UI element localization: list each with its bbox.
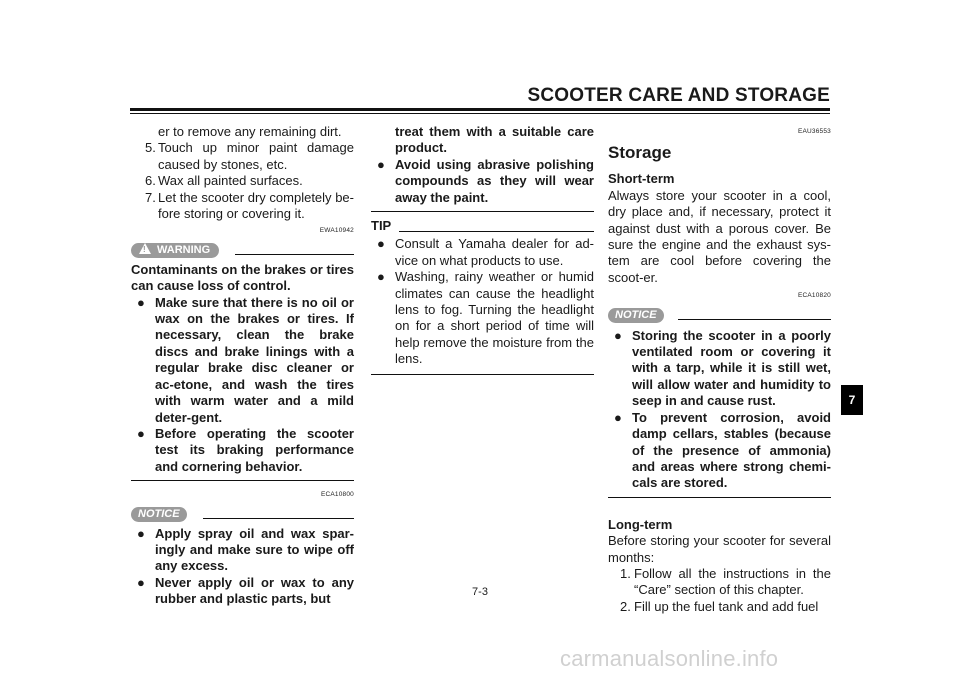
- long-term-text: Before storing your scooter for several months:: [608, 533, 831, 565]
- notice-rule: [678, 319, 831, 320]
- notice-item-text: Storing the scooter in a poorly ventilated room or covering it with a tarp, while it is still wet, will allow water and humidity to seep in and cause rust.: [632, 327, 831, 409]
- step-number: 1.: [620, 565, 631, 581]
- left-column: [131, 124, 354, 608]
- right-column: [608, 124, 831, 615]
- warning-item: [131, 426, 354, 475]
- bullet-icon: ●: [137, 294, 145, 310]
- step-number: 7.: [145, 189, 156, 205]
- warning-rule: [235, 254, 354, 255]
- bullet-icon: ●: [137, 425, 145, 441]
- step-number: 6.: [145, 173, 156, 189]
- notice-item: [131, 575, 354, 608]
- header-rule-thin: [130, 113, 830, 114]
- step-number: 2.: [620, 598, 631, 614]
- step-number: 5.: [145, 140, 156, 156]
- warning-item-text: Make sure that there is no oil or wax on the brakes or tires. If necessary, clean the brake discs and brake linings with a regular brake disc cleaner or ac-etone, and wash the tires with warm water and a mild deter-gent.: [155, 294, 354, 425]
- intro-text: er to remove any remaining dirt.: [158, 124, 342, 139]
- warning-badge: [131, 243, 219, 258]
- bullet-icon: ●: [137, 525, 145, 541]
- step-text: Fill up the fuel tank and add fuel: [634, 598, 819, 614]
- section-code: EAU36553: [797, 128, 831, 135]
- step-item: [145, 190, 354, 223]
- notice-header: [608, 308, 831, 323]
- step-text: Touch up minor paint damage caused by stones, etc.: [158, 140, 354, 172]
- notice-item-text: Avoid using abrasive polishing compounds as they will wear away the paint.: [395, 156, 594, 205]
- notice-rule: [203, 518, 354, 519]
- tip-item: [371, 269, 594, 367]
- notice-item-text: To prevent corrosion, avoid damp cellars, stables (because of the presence of ammonia) and areas where strong chemi-cals are stored.: [632, 409, 831, 491]
- warning-label: WARNING: [157, 243, 211, 256]
- notice-end-rule: [371, 211, 594, 212]
- notice-item-text: Never apply oil or wax to any rubber and plastic parts, but: [155, 574, 354, 607]
- warning-item: [131, 295, 354, 426]
- notice-item: [131, 526, 354, 575]
- page-number: 7-3: [472, 586, 488, 598]
- notice-item-text: Apply spray oil and wax spar-ingly and make sure to wipe off any excess.: [155, 525, 354, 574]
- chapter-tab[interactable]: 7: [841, 385, 863, 415]
- bullet-icon: ●: [137, 574, 145, 590]
- tip-header: [371, 218, 594, 234]
- notice-continued-text: treat them with a suitable care product.: [395, 124, 594, 156]
- step-item: [145, 140, 354, 173]
- bullet-icon: ●: [614, 327, 622, 343]
- tip-item-text: Consult a Yamaha dealer for ad-vice on what products to use.: [395, 236, 594, 268]
- long-term-heading: Long-term: [608, 516, 673, 532]
- section-title: Storage: [608, 143, 672, 163]
- step-item: [620, 566, 831, 599]
- short-term-heading: Short-term: [608, 171, 675, 187]
- notice-header: [131, 507, 354, 522]
- notice-code: ECA10820: [797, 292, 831, 300]
- warning-code: EWA10942: [319, 227, 354, 235]
- bullet-icon: ●: [377, 156, 385, 172]
- page-header-title: SCOOTER CARE AND STORAGE: [527, 85, 830, 106]
- tip-item-text: Washing, rainy weather or humid climates can cause the headlight lens to fog. Turning the headlight on for a short period of time will help remove the moisture from the lens.: [395, 269, 594, 367]
- step-text: Wax all painted surfaces.: [158, 173, 303, 189]
- notice-item: [371, 157, 594, 206]
- notice-badge: NOTICE: [131, 507, 187, 522]
- step-item: [145, 173, 354, 189]
- header-rule: [130, 108, 830, 111]
- warning-triangle-icon: !: [139, 243, 151, 254]
- step-text: Follow all the instructions in the “Care” section of this chapter.: [634, 565, 831, 598]
- short-term-text: Always store your scooter in a cool, dry place and, if necessary, protect it against dust with a porous cover. Be sure the engine and the exhaust sys-tem are cool before covering the scoot-er.: [608, 187, 831, 285]
- watermark-text: carmanualsonline.info: [560, 646, 779, 671]
- notice-item: [608, 328, 831, 410]
- tip-rule: [399, 231, 594, 232]
- notice-badge: NOTICE: [608, 308, 664, 323]
- bullet-icon: ●: [377, 236, 385, 252]
- notice-code: ECA10800: [320, 491, 354, 499]
- warning-header: [131, 243, 354, 258]
- bullet-icon: ●: [614, 409, 622, 425]
- warning-heading: Contaminants on the brakes or tires can cause loss of control.: [131, 261, 354, 294]
- middle-column: [371, 124, 594, 375]
- notice-item: [608, 410, 831, 492]
- warning-end-rule: [131, 480, 354, 481]
- step-item: [620, 599, 831, 615]
- bullet-icon: ●: [377, 269, 385, 285]
- tip-label: TIP: [371, 218, 392, 234]
- notice-end-rule: [608, 497, 831, 498]
- tip-item: [371, 236, 594, 269]
- warning-item-text: Before operating the scooter test its braking performance and cornering behavior.: [155, 425, 354, 474]
- step-text: Let the scooter dry completely be-fore storing or covering it.: [158, 189, 354, 222]
- tip-end-rule: [371, 374, 594, 375]
